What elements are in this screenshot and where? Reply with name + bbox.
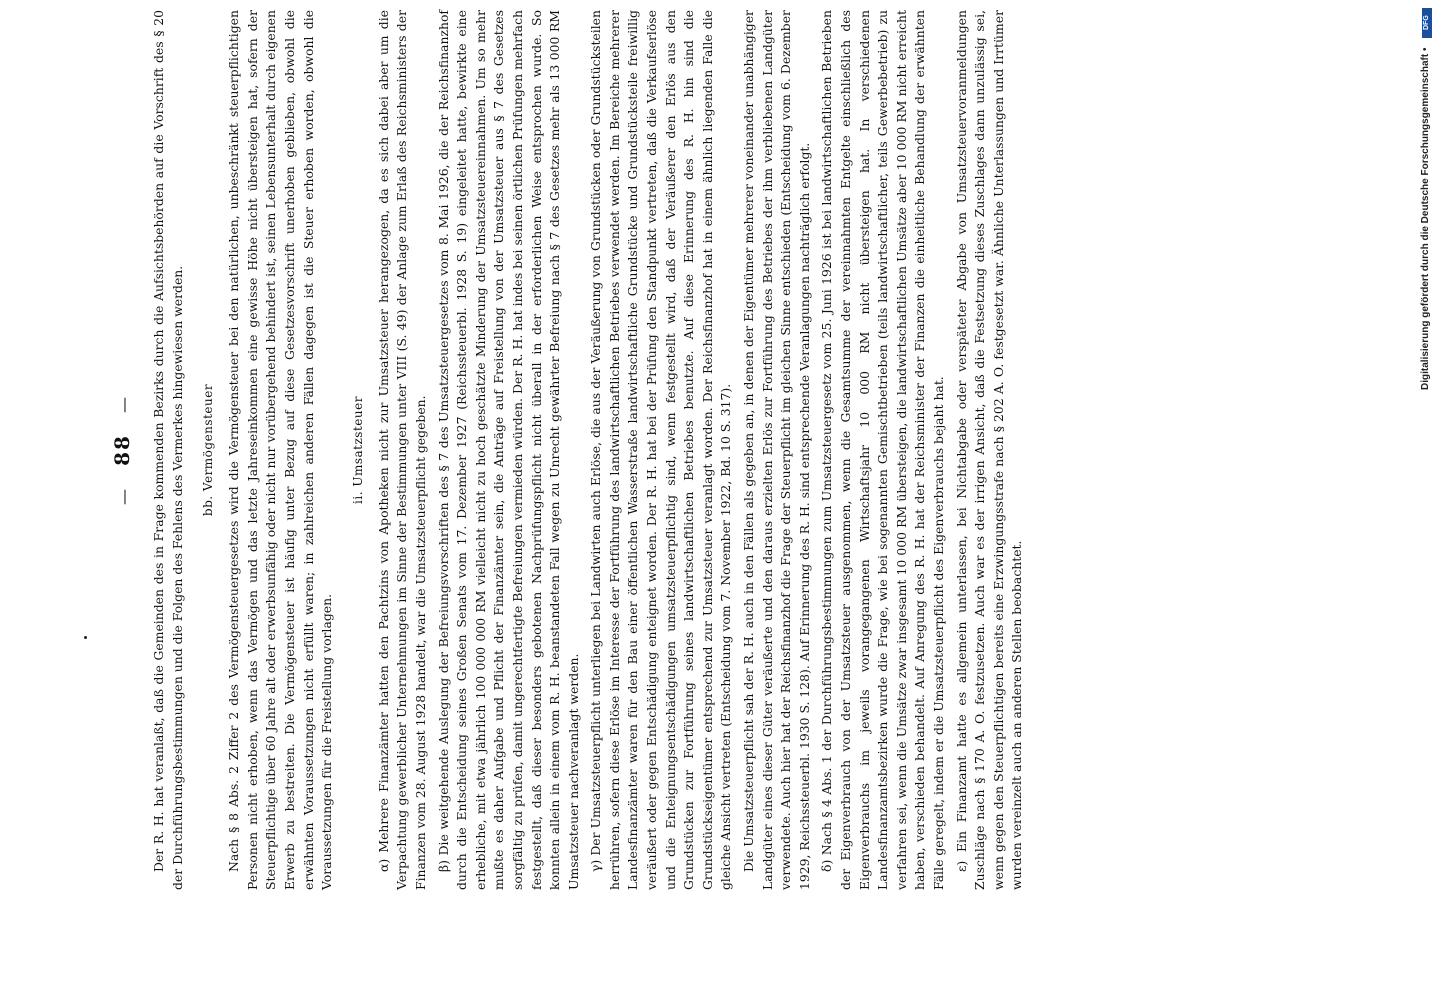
header-dash-left: — xyxy=(114,487,133,506)
digitization-notice: Digitalisierung gefördert durch die Deutsche Forschungsgemeinschaft • xyxy=(1420,47,1431,390)
rotated-document-sheet xyxy=(110,10,1210,890)
document-body xyxy=(150,10,1210,890)
page-number: 88 xyxy=(110,434,134,466)
body-paragraph: δ) Nach § 4 Abs. 1 der Durchführungsbestimmungen zum Umsatzsteuergesetz vom 25. Juni 1926 ist bei landwirtschaftlichen Betrieben der Eigenverbrauch von der Umsatzsteuer ausgenommen, wenn die Gesamtsumme der vereinnahmten Entgelte einschließlich des Eigenverbrauchs im jeweils vorangegangenen Wirtschaftsjahr 10 000 RM nicht übersteigen hat. In verschiedenen Landesfinanzamtsbezirken wurde die Frage, wie bei sogenannten Gemischtbetrieben (teils landwirtschaftlicher, teils Gewerbebetrieb) zu verfahren sei, wenn die Umsätze zwar insgesamt 10 000 RM übersteigen, die landwirtschaftlichen Umsätze aber 10 000 RM nicht erreicht haben, verschieden behandelt. Auf Anregung des R. H. hat der Reichsminister der Finanzen die einheitliche Behandlung der erwähnten Fälle geregelt, indem er die Umsatzsteuerpflicht des Eigenverbrauchs bejaht hat. xyxy=(819,10,946,890)
body-paragraph: Die Umsatzsteuerpflicht sah der R. H. auch in den Fällen als gegeben an, in denen der Eigentümer mehrerer voneinander unabhängiger Landgüter eines dieser Güter veräußerte und den daraus erzielten Erlös zur Fortführung des Betriebes der ihm verbliebenen Landgüter verwendete. Auch hier hat der Reichsfinanzhof die Frage der Steuerpflicht im gleichen Sinne entschieden (Entscheidung vom 6. Dezember 1929, Reichssteuerbl. 1930 S. 128). Auf Erinnerung des R. H. sind entsprechende Veranlagungen nachträglich erfolgt. xyxy=(741,10,812,890)
body-paragraph: ε) Ein Finanzamt hatte es allgemein unterlassen, bei Nichtabgabe oder verspäteter Abgabe von Umsatzsteuervoranmeldungen Zuschläge nach § 170 A. O. festzusetzen. Auch war es der irrigen Ansicht, daß die Festsetzung dieses Zuschlages dann unzulässig sei, wenn gegen den Steuerpflichtigen bereits eine Erzwingungsstrafe nach § 202 A. O. festgesetzt war. Ähnliche Unterlassungen und Irrtümer wurden vereinzelt auch an anderen Stellen beobachtet. xyxy=(953,10,1025,890)
header-dash-right: — xyxy=(114,394,133,413)
dfg-logo: DFG xyxy=(1422,8,1432,38)
section-heading: bb. Vermögensteuer xyxy=(201,383,216,517)
scan-speck xyxy=(84,636,87,639)
page-header xyxy=(110,10,134,890)
body-paragraph: γ) Der Umsatzsteuerpflicht unterliegen bei Landwirten auch Erlöse, die aus der Veräußerung von Grundstücken oder Grundstücksteilen herrühren, sofern diese Erlöse im Interesse der Fortführung des landwirtschaftlichen Betriebes verwendet werden. Im Bereiche mehrerer Landesfinanzämter waren für den Bau einer öffentlichen Wasserstraße landwirtschaftliche Grundstücke und Grundstücksteile freiwillig veräußert oder gegen Entschädigung enteignet worden. Der R. H. hat bei der Prüfung den Standpunkt vertreten, daß die Verkaufserlöse und die Enteignungsentschädigungen umsatzsteuerpflichtig sind, wenn festgestellt wird, daß der Veräußerer den Erlös aus den Grundstücken zur Fortführung seines landwirtschaftlichen Betriebes benutzte. Auf diese Erinnerung des R. H. hin sind die Grundstückseigentümer entsprechend zur Umsatzsteuer veranlagt worden. Der Reichsfinanzhof hat in einem ähnlich liegenden Falle die gleiche Ansicht vertreten (Entscheidung vom 7. November 1922, Bd. 10 S. 317). xyxy=(588,10,734,890)
body-paragraph: α) Mehrere Finanzämter hatten den Pachtzins von Apotheken nicht zur Umsatzsteuer herangezogen, da es sich dabei aber um die Verpachtung gewerblicher Unternehmungen im Sinne der Bestimmungen unter VIII (S. 49) der Anlage zum Erlaß des Reichsministers der Finanzen vom 28. August 1928 handelt, war die Umsatzsteuerpflicht gegeben. xyxy=(375,10,428,890)
section-heading: ii. Umsatzsteuer xyxy=(350,396,365,504)
body-paragraph: β) Die weitgehende Auslegung der Befreiungsvorschriften des § 7 des Umsatzsteuergesetzes vom 8. Mai 1926, die der Reichsfinanzhof durch die Entscheidung seines Großen Senats vom 17. Dezember 1927 (Reichssteuerbl. 1928 S. 19) eingeleitet hatte, bewirkte eine erhebliche, mit etwa jährlich 100 000 000 RM vielleicht nicht zu hoch geschätzte Minderung der Umsatzsteuereinnahmen. Um so mehr mußte es daher Aufgabe und Pflicht der Finanzämter sein, die Anträge auf Freistellung von der Umsatzsteuer aus § 7 des Gesetzes sorgfältig zu prüfen, damit ungerechtfertigte Befreiungen vermieden würden. Der R. H. hat indes bei seinen örtlichen Prüfungen mehrfach festgestellt, daß dieser besonders gebotenen Nachprüfungspflicht nicht überall in der erforderlichen Weise entsprochen wurde. So konnten allein in einem vom R. H. beanstandeten Fall wegen zu Unrecht gewährter Befreiung nach § 7 des Gesetzes mehr als 13 000 RM Umsatzsteuer nachveranlagt werden. xyxy=(435,10,581,890)
body-paragraph: Nach § 8 Abs. 2 Ziffer 2 des Vermögensteuergesetzes wird die Vermögensteuer bei den natürlichen, unbeschränkt steuerpflichtigen Personen nicht erhoben, wenn das Vermögen und das letzte Jahreseinkommen eine gewisse Höhe nicht übersteigen hat, sofern der Steuerpflichtige über 60 Jahre alt oder erwerbsunfähig oder nicht nur vorübergehend behindert ist, seinen Lebensunterhalt durch eigenen Erwerb zu bestreiten. Die Vermögensteuer ist häufig unter Bezug auf diese Gesetzesvorschrift unerhoben geblieben, obwohl die erwähnten Voraussetzungen nicht erfüllt waren; in zahlreichen anderen Fällen dagegen ist die Steuer erhoben worden, obwohl die Voraussetzungen für die Freistellung vorlagen. xyxy=(226,10,335,890)
body-paragraph: Der R. H. hat veranlaßt, daß die Gemeinden des in Frage kommenden Bezirks durch die Aufsichtsbehörden auf die Vorschrift des § 20 der Durchführungsbestimmungen und die Folgen des Fehlens des Vermerkes hingewiesen werden. xyxy=(151,10,185,890)
